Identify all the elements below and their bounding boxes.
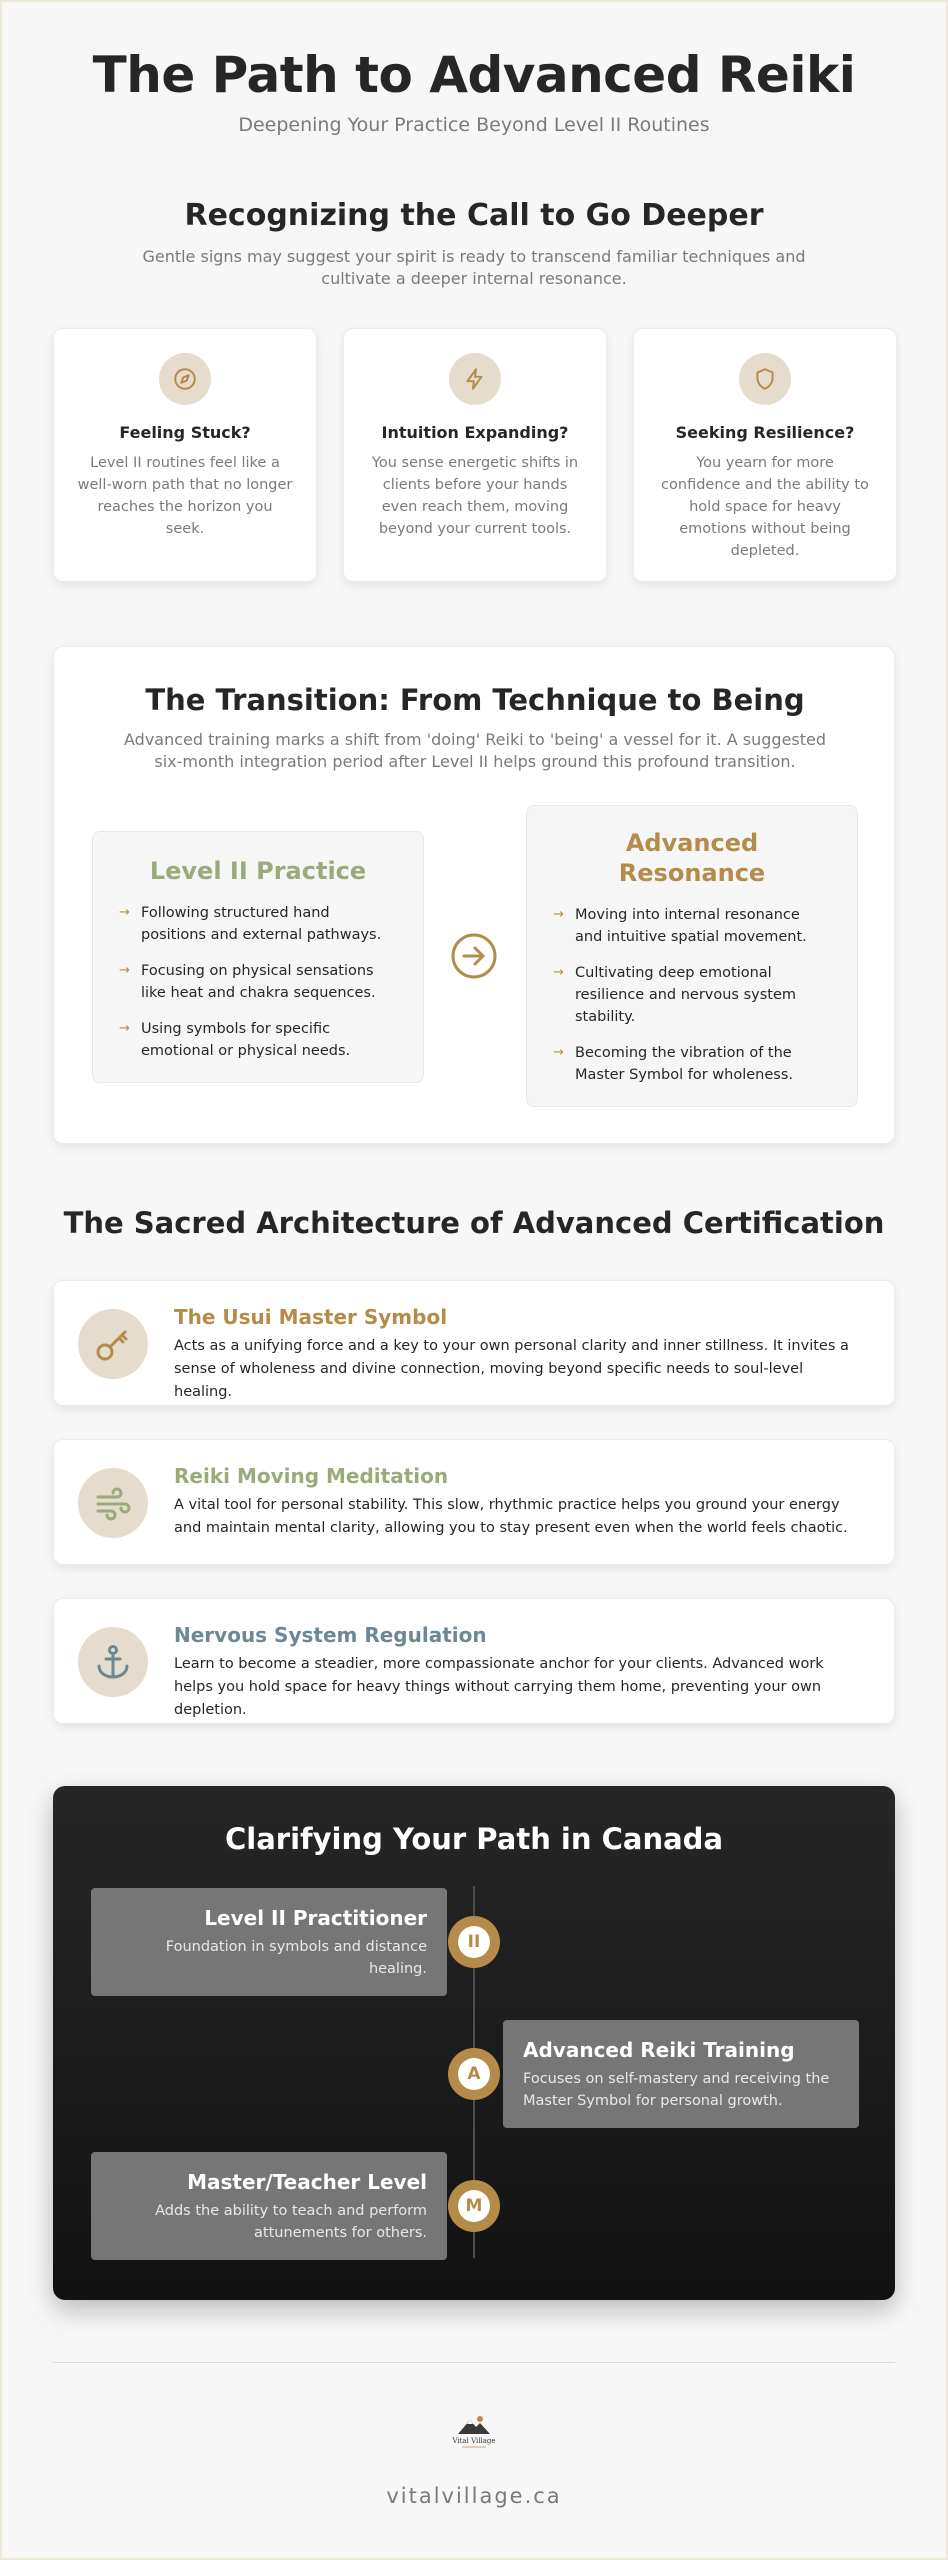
sign-card-stuck bbox=[53, 328, 317, 582]
timeline-step-master bbox=[91, 2152, 447, 2260]
step-text: Focuses on self-mastery and receiving the Master Symbol for personal growth. bbox=[523, 2071, 830, 2109]
page-title: The Path to Advanced Reiki bbox=[92, 46, 856, 104]
footer-url-link[interactable]: vitalvillage.ca bbox=[386, 2484, 562, 2508]
shield-icon bbox=[739, 353, 791, 405]
sign-card-resilience bbox=[633, 328, 897, 582]
pillar-title: Nervous System Regulation bbox=[174, 1623, 487, 1647]
list-item: → Following structured hand positions and external pathways. bbox=[119, 902, 397, 946]
step-badge: II bbox=[458, 1926, 490, 1958]
list-item: → Using symbols for specific emotional or physical needs. bbox=[119, 1018, 397, 1062]
pillar-card-nervous-system bbox=[53, 1598, 895, 1724]
compass-icon bbox=[159, 353, 211, 405]
step-title: Level II Practitioner bbox=[204, 1906, 427, 1930]
wind-icon bbox=[78, 1468, 148, 1538]
step-text: Foundation in symbols and distance healing. bbox=[165, 1939, 427, 1977]
vital-village-logo bbox=[450, 2412, 498, 2450]
step-title: Advanced Reiki Training bbox=[523, 2038, 795, 2062]
transition-card bbox=[53, 646, 895, 1144]
call-section-description: Gentle signs may suggest your spirit is ready to transcend familiar techniques and cultivate a deeper internal resonance. bbox=[142, 247, 806, 288]
architecture-title: The Sacred Architecture of Advanced Certification bbox=[63, 1206, 885, 1240]
footer-divider bbox=[53, 2362, 895, 2363]
level-ii-practice-panel bbox=[92, 831, 424, 1083]
pillar-card-master-symbol bbox=[53, 1280, 895, 1406]
list-item: → Focusing on physical sensations like heat and chakra sequences. bbox=[119, 960, 397, 1004]
pillar-title: Reiki Moving Meditation bbox=[174, 1464, 449, 1488]
key-icon bbox=[78, 1309, 148, 1379]
sign-card-text: You yearn for more confidence and the ability to hold space for heavy emotions without being depleted. bbox=[661, 455, 869, 559]
timeline-step-advanced bbox=[503, 2020, 859, 2128]
pillar-title: The Usui Master Symbol bbox=[174, 1305, 448, 1329]
arrow-right-circle-icon bbox=[450, 932, 498, 980]
step-title: Master/Teacher Level bbox=[187, 2170, 427, 2194]
arrow-bullet-icon: → bbox=[553, 1045, 564, 1060]
timeline-step-level-ii bbox=[91, 1888, 447, 1996]
pillar-card-moving-meditation bbox=[53, 1439, 895, 1565]
advanced-resonance-title: Advanced Resonance bbox=[618, 829, 766, 887]
page-subtitle: Deepening Your Practice Beyond Level II Routines bbox=[238, 114, 710, 136]
svg-text:Vital Village: Vital Village bbox=[452, 2437, 496, 2445]
step-badge: A bbox=[458, 2058, 490, 2090]
timeline-node bbox=[448, 2180, 500, 2232]
pillar-text: Acts as a unifying force and a key to your own personal clarity and inner stillness. It invites a sense of wholeness and divine connection, moving beyond specific needs to soul-level healing. bbox=[174, 1338, 849, 1400]
sign-card-title: Feeling Stuck? bbox=[119, 423, 251, 442]
step-text: Adds the ability to teach and perform attunements for others. bbox=[155, 2203, 427, 2241]
step-badge: M bbox=[458, 2190, 490, 2222]
anchor-icon bbox=[78, 1627, 148, 1697]
arrow-bullet-icon: → bbox=[119, 963, 130, 978]
path-timeline-panel bbox=[53, 1786, 895, 2300]
sign-card-intuition bbox=[343, 328, 607, 582]
arrow-bullet-icon: → bbox=[553, 907, 564, 922]
arrow-bullet-icon: → bbox=[553, 965, 564, 980]
path-title: Clarifying Your Path in Canada bbox=[224, 1822, 724, 1856]
timeline-node bbox=[448, 1916, 500, 1968]
pillar-text: A vital tool for personal stability. This slow, rhythmic practice helps you ground your energy and maintain mental clarity, allowing you to stay present even when the world feels chaotic. bbox=[174, 1497, 848, 1536]
sign-card-text: You sense energetic shifts in clients before your hands even reach them, moving beyond your current tools. bbox=[371, 455, 579, 537]
transition-description: Advanced training marks a shift from 'doing' Reiki to 'being' a vessel for it. A suggested six-month integration period after Level II helps ground this profound transition. bbox=[124, 730, 827, 771]
arrow-bullet-icon: → bbox=[119, 1021, 130, 1036]
level-ii-practice-list bbox=[119, 902, 397, 1062]
timeline-node bbox=[448, 2048, 500, 2100]
transition-title: The Transition: From Technique to Being bbox=[145, 683, 805, 717]
sign-card-title: Seeking Resilience? bbox=[675, 423, 855, 442]
advanced-resonance-panel bbox=[526, 805, 858, 1107]
lightning-icon bbox=[449, 353, 501, 405]
pillar-text: Learn to become a steadier, more compassionate anchor for your clients. Advanced work helps you hold space for heavy things without carrying them home, preventing your own depletion. bbox=[174, 1656, 824, 1718]
list-item: → Becoming the vibration of the Master Symbol for wholeness. bbox=[553, 1042, 831, 1086]
arrow-bullet-icon: → bbox=[119, 905, 130, 920]
sign-card-title: Intuition Expanding? bbox=[381, 423, 569, 442]
list-item: → Cultivating deep emotional resilience and nervous system stability. bbox=[553, 962, 831, 1028]
sign-card-text: Level II routines feel like a well-worn path that no longer reaches the horizon you seek. bbox=[77, 455, 293, 537]
level-ii-practice-title: Level II Practice bbox=[149, 857, 367, 885]
advanced-resonance-list bbox=[553, 904, 831, 1086]
list-item: → Moving into internal resonance and intuitive spatial movement. bbox=[553, 904, 831, 948]
call-section-title: Recognizing the Call to Go Deeper bbox=[184, 198, 764, 233]
